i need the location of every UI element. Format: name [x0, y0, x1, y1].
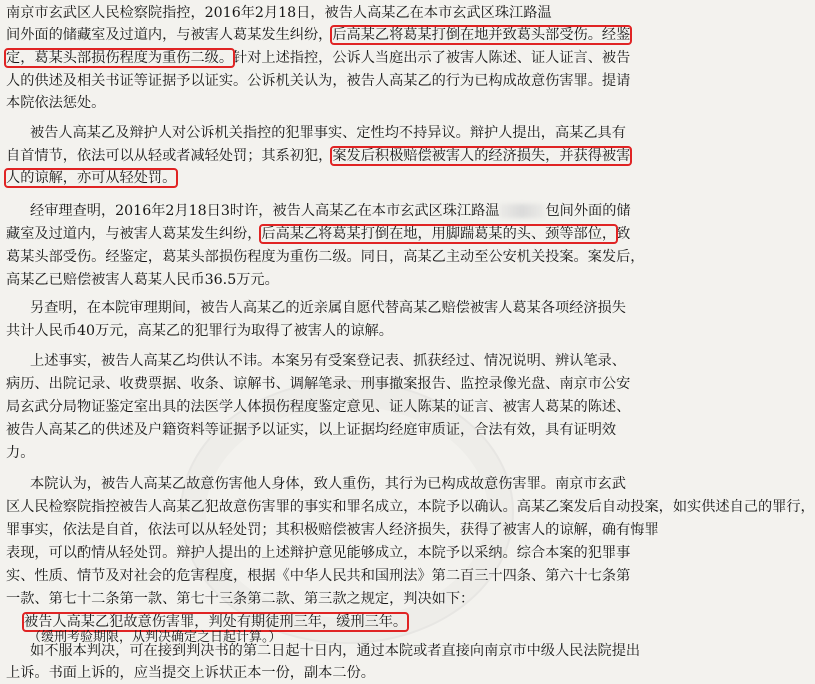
line-text: 表现，可以酌情从轻处罚。辩护人提出的上述辩护意见能够成立，本院予以采纳。综合本案的犯罪事	[6, 545, 631, 561]
line-text: 病历、出院记录、收费票据、收条、谅解书、调解笔录、刑事撤案报告、监控录像光盘、南京市公安	[6, 376, 631, 392]
line-text: 实、性质、情节及对社会的危害程度，根据《中华人民共和国刑法》第二百三十四条、第六十七条第	[6, 568, 631, 584]
text-line-13	[0, 297, 641, 319]
line-text: 另查明，在本院审理期间，被告人高某乙的近亲属自愿代替高某乙赔偿被害人葛某各项经济损失	[30, 300, 626, 316]
highlighted-text: 人的谅解，亦可从轻处罚。	[6, 170, 177, 186]
text-line-11	[0, 246, 645, 268]
text-line-5	[0, 92, 617, 114]
text-line-23	[0, 542, 631, 564]
line-text: 本院认为，被告人高某乙故意伤害他人身体，致人重伤，其行为已构成故意伤害罪。南京市玄武	[30, 476, 626, 492]
text-line-4	[0, 70, 631, 92]
line-text: 针对上述指控，公诉人当庭出示了被害人陈述、证人证言、被告	[233, 50, 631, 66]
text-line-18	[0, 419, 617, 441]
line-text: 南京市玄武区人民检察院指控，2016年2月18日，被告人高某乙在本市玄武区珠江路温	[6, 5, 552, 21]
text-line-14	[0, 320, 617, 342]
text-line-12	[0, 269, 617, 291]
redacted-blur	[499, 204, 545, 218]
verdict-highlight: 被告人高某乙犯故意伤害罪，判处有期徒刑三年，缓刑三年。	[24, 614, 408, 630]
line-text: 人的供述及相关书证等证据予以证实。公诉机关认为，被告人高某乙的行为已构成故意伤害罪。提请	[6, 73, 631, 89]
text-line-6	[0, 122, 641, 144]
text-line-3	[0, 47, 631, 69]
line-text: 包间外面的储	[545, 203, 631, 219]
text-line-16	[0, 373, 631, 395]
text-line-22	[0, 519, 659, 541]
line-text: 区人民检察院指控被告人高某乙犯故意伤害罪的事实和罪名成立，本院予以确认。高某乙案发后自动投案，如实供述自己的罪行，	[6, 499, 815, 515]
highlighted-text: 案发后积极赔偿被害人的经济损失，并获得被害	[332, 148, 631, 164]
line-text: 藏室及过道内，与被害人葛某发生纠纷，	[6, 226, 262, 242]
line-text: 本院依法惩处。	[6, 95, 106, 111]
line-text: 间外面的储藏室及过道内，与被害人葛某发生纠纷，	[6, 27, 333, 43]
line-text: 局玄武分局物证鉴定室出具的法医学人体损伤程度鉴定意见、证人陈某的证言、被害人葛某的陈述、	[6, 399, 631, 415]
line-text: 上述事实，被告人高某乙均供认不讳。本案另有受案登记表、抓获经过、情况说明、辨认笔录、	[30, 353, 626, 369]
line-text: 一款、第七十二条第一款、第七十三条第二款、第三款之规定，判决如下：	[6, 591, 475, 607]
line-text: 力。	[6, 445, 35, 461]
text-line-7	[0, 145, 631, 167]
appeal-line-2: 上诉。书面上诉的，应当提交上诉状正本一份，副本二份。	[6, 665, 375, 681]
highlighted-text: 定，葛某头部损伤程度为重伤二级。	[6, 50, 234, 66]
highlighted-text: 后高某乙将葛某打倒在地，用脚踹葛某的头、颈等部位，	[261, 226, 617, 242]
text-line-25	[0, 588, 617, 610]
text-line-24	[0, 565, 631, 587]
text-line-1	[0, 2, 617, 24]
probation-note: （缓刑考验期限，从判决确定之日起计算。）	[28, 630, 282, 645]
line-text: 共计人民币40万元，高某乙的犯罪行为取得了被害人的谅解。	[6, 323, 393, 339]
line-text: 被告人高某乙及辩护人对公诉机关指控的犯罪事实、定性均不持异议。辩护人提出，高某乙具有	[30, 125, 626, 141]
line-text: 罪事实，依法是自首，依法可以从轻处罚；其积极赔偿被害人经济损失，获得了被害人的谅解，确有悔罪	[6, 522, 659, 538]
line-text: 自首情节，依法可以从轻或者减轻处罚；其系初犯，	[6, 148, 333, 164]
text-line-8	[0, 167, 617, 189]
line-text: 致	[616, 226, 631, 242]
text-line-9	[0, 200, 641, 222]
highlighted-text: 后高某乙将葛某打倒在地并致葛头部受伤。经鉴	[332, 27, 631, 43]
line-text: 被告人高某乙的供述及户籍资料等证据予以证实，以上证据均经庭审质证，合法有效，具有证明效	[6, 422, 617, 438]
text-line-17	[0, 396, 631, 418]
text-line-2	[0, 24, 631, 46]
text-line-15	[0, 350, 641, 372]
text-line-10	[0, 223, 631, 245]
text-line-21	[0, 496, 815, 518]
text-line-19	[0, 442, 617, 464]
line-text: 高某乙已赔偿被害人葛某人民币36.5万元。	[6, 272, 279, 288]
appeal-line-1: 如不服本判决，可在接到判决书的第二日起十日内，通过本院或者直接向南京市中级人民法院提出	[30, 643, 641, 659]
text-line-20	[0, 473, 641, 495]
line-text: 葛某头部受伤。经鉴定，葛某头部损伤程度为重伤二级。同日，高某乙主动至公安机关投案。案发后，	[6, 249, 645, 265]
line-text: 经审理查明，2016年2月18日3时许，被告人高某乙在本市玄武区珠江路温	[30, 203, 500, 219]
